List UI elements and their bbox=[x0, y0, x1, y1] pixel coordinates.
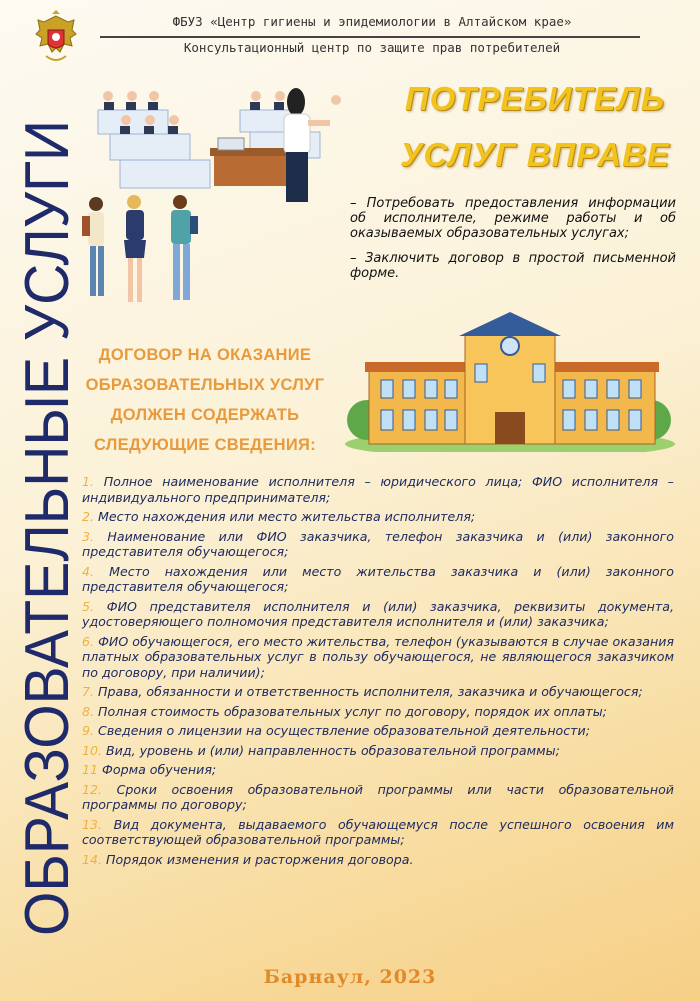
list-item-number: 3. bbox=[82, 528, 95, 544]
list-item-number: 8. bbox=[82, 703, 95, 719]
list-item-text: Полная стоимость образовательных услуг по договору, порядок их оплаты; bbox=[98, 703, 607, 719]
list-item-number: 10. bbox=[82, 742, 103, 758]
title-line-2: УСЛУГ ВПРАВЕ bbox=[400, 136, 670, 173]
list-item-number: 12. bbox=[82, 781, 103, 797]
university-building-illustration bbox=[345, 312, 675, 452]
list-item-number: 2. bbox=[82, 509, 95, 524]
list-item bbox=[82, 634, 674, 681]
list-item-text: Порядок изменения и расторжения договора. bbox=[106, 851, 414, 867]
list-item-text: Сроки освоения образовательной программы или части образовательной программы по договору; bbox=[82, 781, 674, 812]
list-item-text: Место нахождения или место жительства исполнителя; bbox=[98, 509, 476, 524]
list-item-text: Вид, уровень и (или) направленность образовательной программы; bbox=[106, 742, 560, 758]
list-item-text: Сведения о лицензии на осуществление образовательной деятельности; bbox=[98, 723, 590, 738]
right-item: – Потребовать предоставления информации об исполнителе, режиме работы и об оказываемых образовательных услугах; bbox=[350, 196, 676, 241]
list-item bbox=[82, 762, 674, 778]
list-item bbox=[82, 852, 674, 868]
list-item-number: 9. bbox=[82, 723, 95, 738]
consultation-center-name: Консультационный центр по защите прав потребителей bbox=[183, 40, 561, 55]
classroom-illustration bbox=[90, 82, 350, 204]
list-item-number: 11 bbox=[82, 762, 99, 777]
list-item-number: 5. bbox=[82, 598, 95, 614]
list-item-text: ФИО обучающегося, его место жительства, телефон (указываются в случае оказания платных образовательных услуг в пользу обучающегося, не являющегося заказчиком по договору, при наличии); bbox=[82, 633, 674, 680]
list-item bbox=[82, 782, 674, 813]
list-item-text: Форма обучения; bbox=[102, 762, 217, 777]
list-item bbox=[82, 743, 674, 759]
students-illustration bbox=[74, 188, 214, 320]
list-item-number: 4. bbox=[82, 563, 95, 579]
contract-requirements-list bbox=[82, 474, 674, 871]
contract-heading bbox=[80, 340, 330, 460]
list-item-text: Полное наименование исполнителя – юридического лица; ФИО исполнителя – индивидуального предпринимателя; bbox=[82, 474, 674, 505]
vertical-title-text: ОБРАЗОВАТЕЛЬНЫЕ УСЛУГИ bbox=[13, 118, 82, 936]
list-item-text: Вид документа, выдаваемого обучающемуся после успешного освоения им соответствующей образовательной программы; bbox=[82, 816, 674, 847]
list-item-number: 14. bbox=[82, 851, 103, 867]
list-item-text: Права, обязанности и ответственность исполнителя, заказчика и обучающегося; bbox=[98, 684, 643, 699]
list-item-number: 7. bbox=[82, 684, 95, 699]
contract-heading-line: ОБРАЗОВАТЕЛЬНЫХ УСЛУГ bbox=[85, 376, 325, 394]
list-item bbox=[82, 509, 674, 525]
contract-heading-line: ДОГОВОР НА ОКАЗАНИЕ bbox=[98, 346, 312, 364]
contract-heading-line: ДОЛЖЕН СОДЕРЖАТЬ bbox=[110, 406, 300, 424]
vertical-title bbox=[10, 118, 82, 938]
consumer-rights bbox=[350, 196, 676, 291]
contract-heading-line: СЛЕДУЮЩИЕ СВЕДЕНИЯ: bbox=[93, 436, 316, 454]
list-item bbox=[82, 704, 674, 720]
title-line-1: ПОТРЕБИТЕЛЬ bbox=[404, 80, 666, 117]
list-item bbox=[82, 564, 674, 595]
list-item bbox=[82, 723, 674, 739]
list-item bbox=[82, 474, 674, 505]
list-item-text: ФИО представителя исполнителя и (или) заказчика, реквизиты документа, удостоверяющего полномочия представителя исполнителя и (или) заказчика; bbox=[82, 598, 674, 629]
list-item bbox=[82, 599, 674, 630]
organization-name: ФБУЗ «Центр гигиены и эпидемиологии в Алтайском крае» bbox=[172, 14, 572, 29]
list-item-number: 13. bbox=[82, 816, 103, 832]
list-item-number: 6. bbox=[82, 633, 95, 649]
header-divider bbox=[100, 36, 640, 38]
list-item bbox=[82, 529, 674, 560]
list-item-number: 1. bbox=[82, 474, 95, 489]
footer-city-year: Барнаул, 2023 bbox=[263, 966, 437, 988]
emblem-icon bbox=[32, 10, 80, 68]
list-item bbox=[82, 684, 674, 700]
list-item-text: Наименование или ФИО заказчика, телефон заказчика и (или) законного представителя обучающегося; bbox=[82, 528, 674, 559]
list-item bbox=[82, 817, 674, 848]
right-item: – Заключить договор в простой письменной форме. bbox=[350, 251, 676, 281]
list-item-text: Место нахождения или место жительства заказчика и (или) законного представителя обучающегося; bbox=[82, 563, 674, 594]
